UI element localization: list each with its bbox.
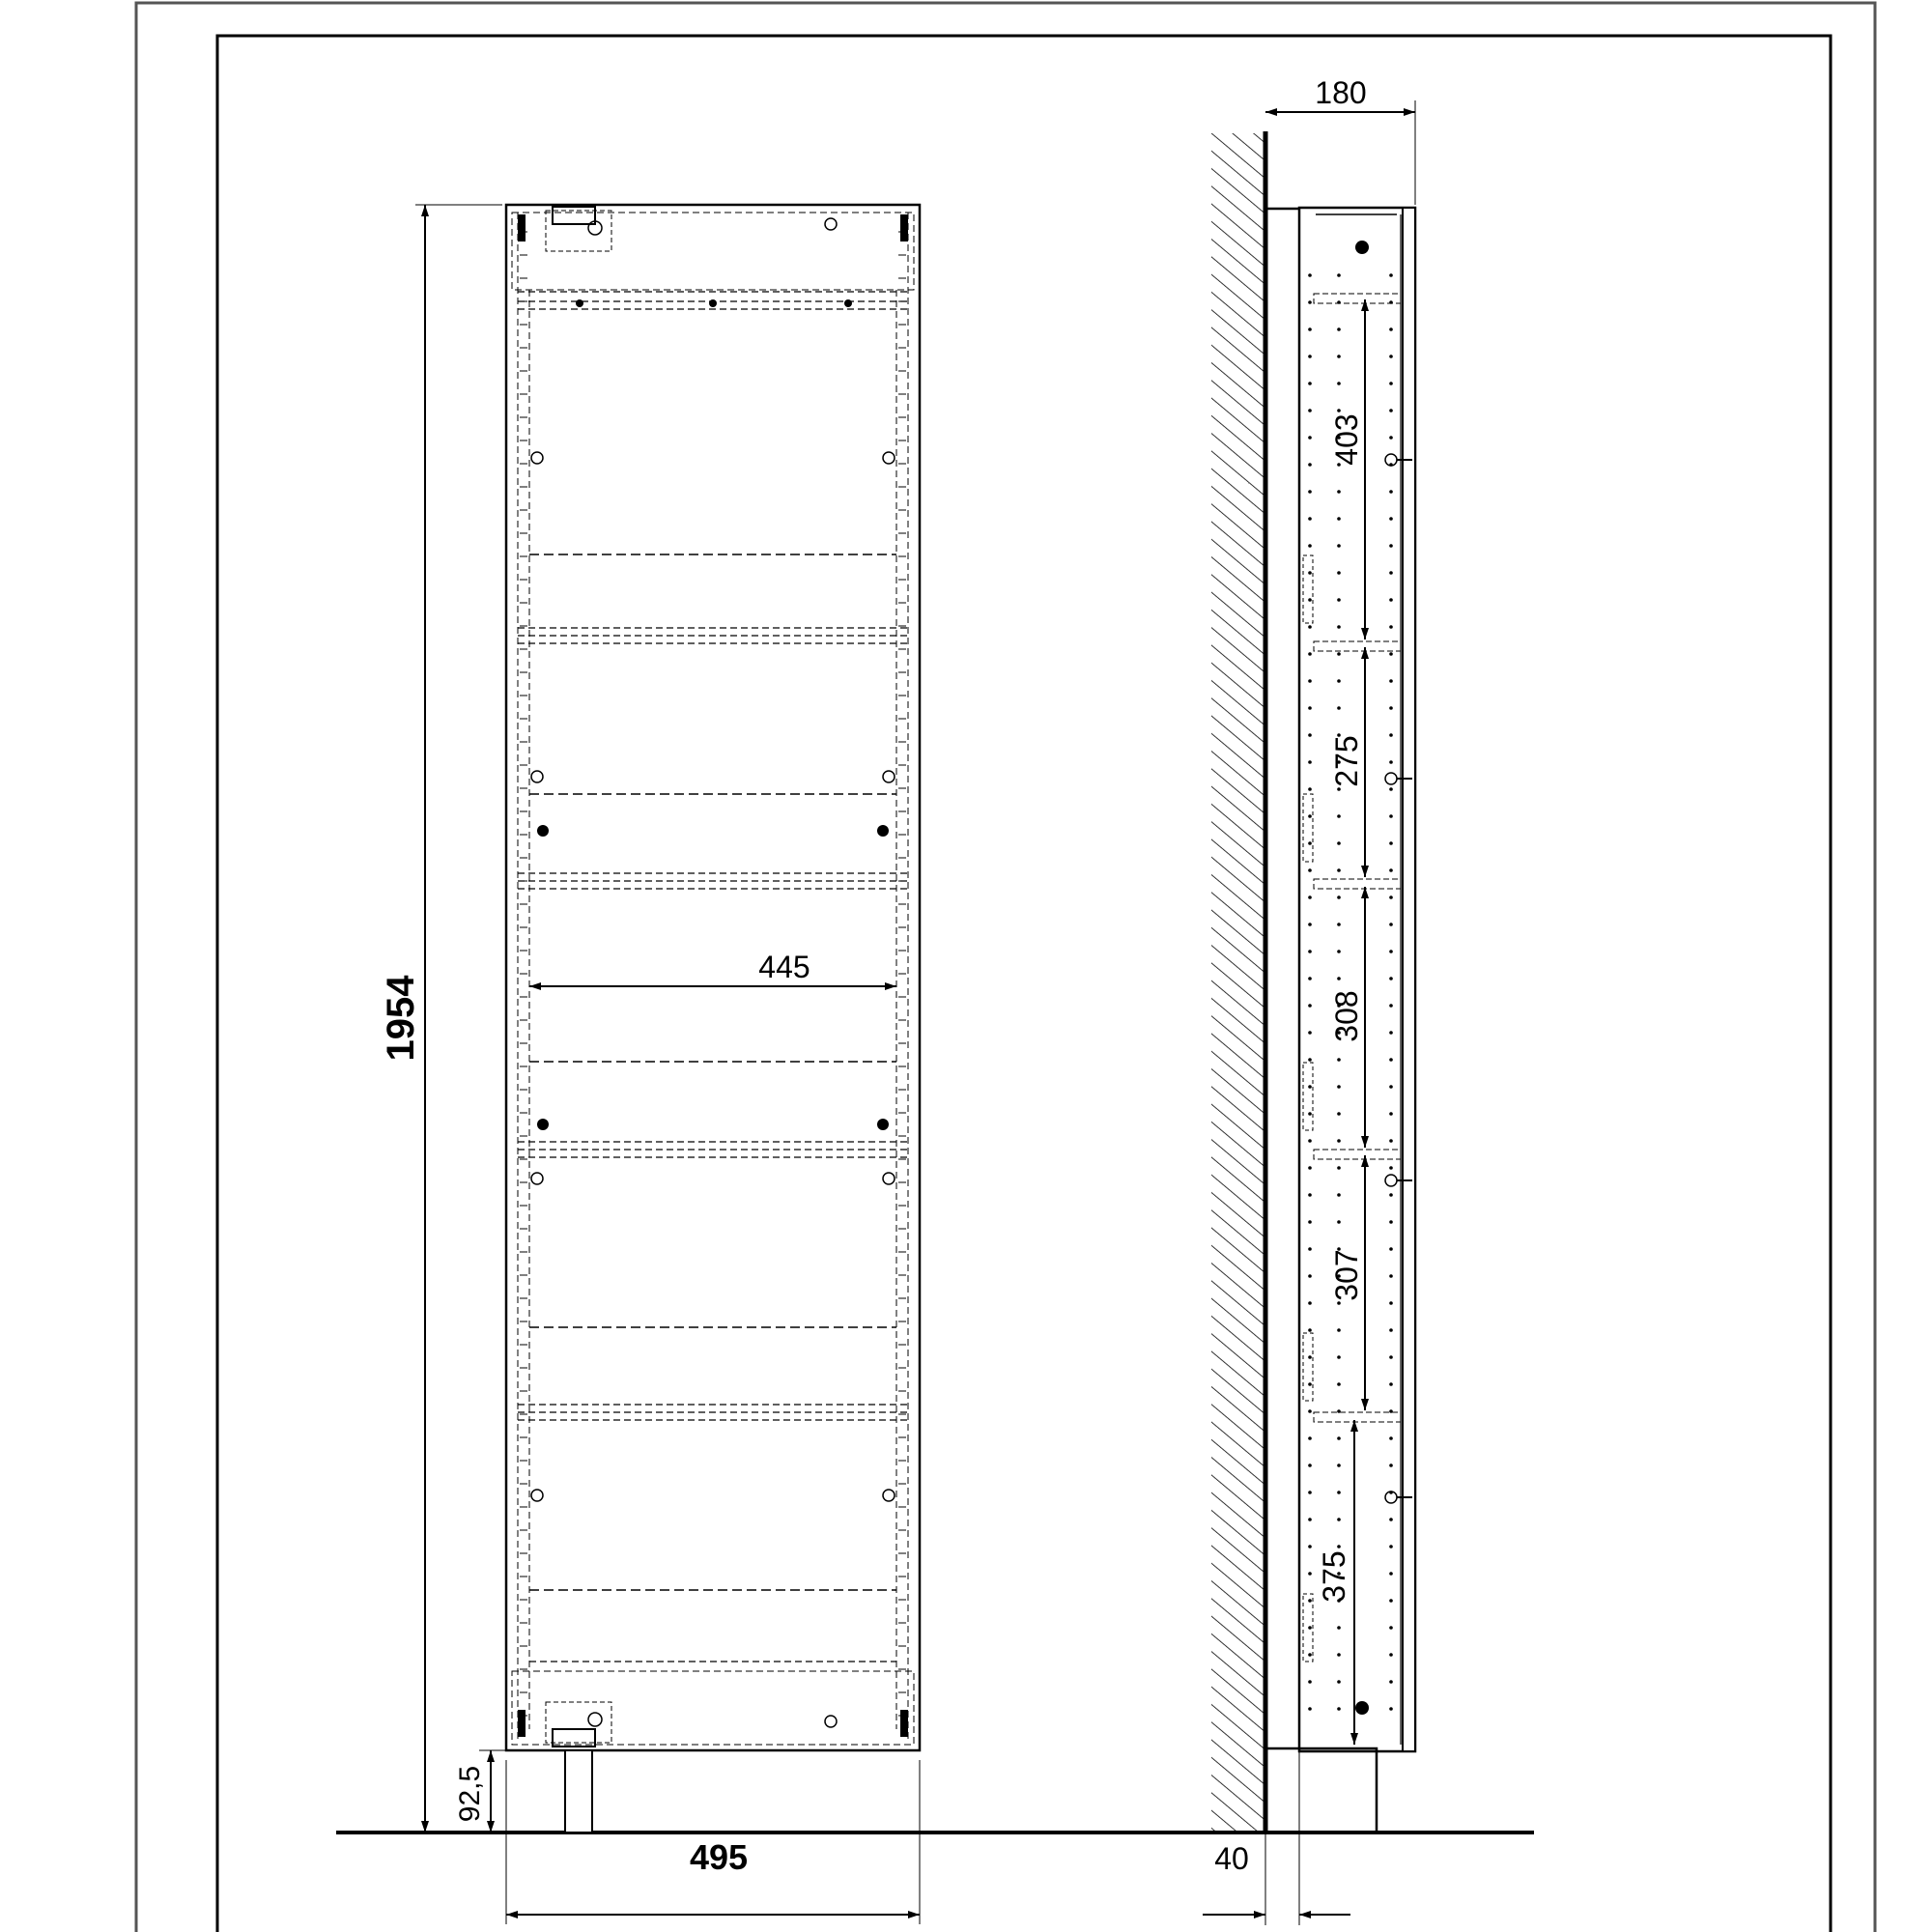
dim-shelf-5: 375: [1317, 1550, 1351, 1603]
drill-hole: [1389, 1518, 1393, 1521]
drill-hole: [1308, 950, 1312, 953]
drill-hole: [1337, 355, 1341, 358]
drill-hole: [1337, 1626, 1341, 1630]
drill-hole: [1389, 625, 1393, 629]
drill-hole: [1337, 327, 1341, 331]
drill-hole: [1308, 1031, 1312, 1035]
drill-hole: [1308, 327, 1312, 331]
drill-hole: [1308, 814, 1312, 818]
drill-hole: [1389, 517, 1393, 521]
drill-hole: [1337, 787, 1341, 791]
outer-frame: [136, 3, 1875, 1932]
drill-hole: [1337, 273, 1341, 277]
drill-hole: [1337, 1463, 1341, 1467]
drill-hole: [1308, 517, 1312, 521]
drill-hole: [1308, 625, 1312, 629]
dim-shelf-3: 308: [1329, 990, 1364, 1042]
drill-hole: [1389, 814, 1393, 818]
corner-hinge: [518, 1710, 526, 1737]
drill-hole: [1308, 868, 1312, 872]
drill-hole: [1337, 1220, 1341, 1224]
drill-hole: [1389, 1463, 1393, 1467]
drill-hole: [1308, 1220, 1312, 1224]
drill-hole: [1389, 1112, 1393, 1116]
drill-hole: [1389, 1545, 1393, 1548]
drill-hole: [1308, 1166, 1312, 1170]
drill-hole: [1389, 598, 1393, 602]
drill-hole: [1389, 841, 1393, 845]
shelf-pin: [537, 825, 549, 837]
drill-hole: [1308, 1491, 1312, 1494]
drill-hole: [1337, 977, 1341, 980]
drill-hole: [1389, 923, 1393, 926]
corner-hinge: [518, 214, 526, 242]
drill-hole: [1389, 733, 1393, 737]
drill-hole: [1308, 1409, 1312, 1413]
drill-hole: [1337, 652, 1341, 656]
drill-hole: [1337, 300, 1341, 304]
drill-hole: [1337, 1707, 1341, 1711]
dim-wall-gap: 40: [1214, 1841, 1249, 1876]
drill-hole: [1337, 923, 1341, 926]
drill-hole: [1308, 382, 1312, 385]
drill-hole: [1389, 490, 1393, 494]
drill-hole: [1337, 1545, 1341, 1548]
drill-hole: [1308, 977, 1312, 980]
dim-shelf-1: 403: [1329, 413, 1364, 466]
drill-hole: [1308, 1707, 1312, 1711]
drill-hole: [1337, 544, 1341, 548]
drill-hole: [1308, 571, 1312, 575]
drill-hole: [1337, 517, 1341, 521]
drill-hole: [1308, 923, 1312, 926]
drill-hole: [1337, 1518, 1341, 1521]
drill-hole: [1389, 1004, 1393, 1008]
drill-hole: [1308, 300, 1312, 304]
drill-hole: [1389, 1328, 1393, 1332]
cabinet-body: [506, 205, 920, 1750]
drill-hole: [1337, 382, 1341, 385]
drill-hole: [1389, 1247, 1393, 1251]
shelf-pin: [877, 825, 889, 837]
drill-hole: [1337, 1355, 1341, 1359]
drill-hole: [1337, 571, 1341, 575]
drill-hole: [1389, 1409, 1393, 1413]
drill-hole: [1308, 841, 1312, 845]
drill-hole: [1389, 355, 1393, 358]
drill-hole: [1308, 1301, 1312, 1305]
corner-hinge: [900, 214, 908, 242]
drill-hole: [1389, 1707, 1393, 1711]
drill-hole: [1308, 1572, 1312, 1576]
drill-hole: [1389, 327, 1393, 331]
drill-hole: [1389, 1058, 1393, 1062]
drill-hole: [1308, 544, 1312, 548]
drill-hole: [1389, 1436, 1393, 1440]
top-screw: [576, 299, 583, 307]
drawing-border: [217, 36, 1831, 1932]
drill-hole: [1389, 868, 1393, 872]
drill-hole: [1337, 598, 1341, 602]
door-panel: [1403, 208, 1415, 1751]
side-view: [1211, 131, 1415, 1833]
shelf-pin: [537, 1119, 549, 1130]
drill-hole: [1308, 1680, 1312, 1684]
drill-hole: [1389, 895, 1393, 899]
corner-hinge: [900, 1710, 908, 1737]
drill-hole: [1337, 1085, 1341, 1089]
drill-hole: [1308, 1274, 1312, 1278]
drill-hole: [1308, 1599, 1312, 1603]
drill-hole: [1337, 1409, 1341, 1413]
drill-hole: [1337, 1301, 1341, 1305]
drill-hole: [1308, 1058, 1312, 1062]
drill-hole: [1389, 1274, 1393, 1278]
top-screw: [709, 299, 717, 307]
drill-hole: [1308, 1139, 1312, 1143]
drill-hole: [1337, 895, 1341, 899]
drill-hole: [1308, 787, 1312, 791]
drill-hole: [1337, 1166, 1341, 1170]
dim-inner-width: 445: [758, 950, 810, 984]
drill-hole: [1389, 652, 1393, 656]
drill-hole: [1389, 1382, 1393, 1386]
drill-hole: [1337, 1382, 1341, 1386]
side-hanger: [1355, 241, 1369, 254]
drill-hole: [1337, 706, 1341, 710]
drill-hole: [1308, 760, 1312, 764]
drill-hole: [1389, 1031, 1393, 1035]
drill-hole: [1308, 1463, 1312, 1467]
drill-hole: [1389, 977, 1393, 980]
drill-hole: [1337, 841, 1341, 845]
drill-hole: [1337, 1193, 1341, 1197]
cabinet-leg: [565, 1750, 592, 1833]
drill-hole: [1337, 1112, 1341, 1116]
drill-hole: [1308, 1328, 1312, 1332]
drill-hole: [1308, 1436, 1312, 1440]
drill-hole: [1308, 490, 1312, 494]
drill-hole: [1389, 571, 1393, 575]
drill-hole: [1308, 1355, 1312, 1359]
drill-hole: [1389, 760, 1393, 764]
drill-hole: [1308, 409, 1312, 412]
drill-hole: [1337, 490, 1341, 494]
dim-shelf-2: 275: [1329, 735, 1364, 787]
drill-hole: [1337, 1328, 1341, 1332]
shelf-pin: [877, 1119, 889, 1130]
drill-hole: [1389, 1653, 1393, 1657]
drill-hole: [1308, 652, 1312, 656]
drill-hole: [1308, 706, 1312, 710]
drill-hole: [1308, 1085, 1312, 1089]
drill-hole: [1389, 1139, 1393, 1143]
drill-hole: [1308, 1112, 1312, 1116]
drill-hole: [1337, 1436, 1341, 1440]
side-leg: [1299, 1748, 1377, 1833]
top-screw: [844, 299, 852, 307]
drill-hole: [1308, 598, 1312, 602]
front-view: [506, 205, 920, 1833]
drill-hole: [1308, 1545, 1312, 1548]
drill-hole: [1389, 1166, 1393, 1170]
drill-hole: [1308, 733, 1312, 737]
drill-hole: [1308, 1004, 1312, 1008]
dim-leg-height: 92,5: [454, 1765, 486, 1823]
drill-hole: [1389, 1599, 1393, 1603]
drill-hole: [1389, 1626, 1393, 1630]
drill-hole: [1389, 1220, 1393, 1224]
drill-hole: [1337, 868, 1341, 872]
drill-hole: [1337, 625, 1341, 629]
side-hanger: [1355, 1701, 1369, 1715]
drill-hole: [1337, 1491, 1341, 1494]
drill-hole: [1389, 300, 1393, 304]
drill-hole: [1389, 273, 1393, 277]
drill-hole: [1389, 436, 1393, 440]
dim-total-height: 1954: [380, 975, 422, 1062]
dim-depth: 180: [1315, 75, 1367, 110]
drill-hole: [1389, 544, 1393, 548]
drill-hole: [1337, 1139, 1341, 1143]
drill-hole: [1337, 814, 1341, 818]
drill-hole: [1389, 1680, 1393, 1684]
drill-hole: [1308, 1247, 1312, 1251]
drill-hole: [1308, 895, 1312, 899]
drill-hole: [1337, 1680, 1341, 1684]
drill-hole: [1389, 409, 1393, 412]
drill-hole: [1389, 679, 1393, 683]
wall-hatch: [1211, 133, 1265, 1832]
drill-hole: [1337, 950, 1341, 953]
drill-hole: [1308, 679, 1312, 683]
drill-hole: [1308, 273, 1312, 277]
drill-hole: [1389, 1301, 1393, 1305]
drill-hole: [1389, 1355, 1393, 1359]
drill-hole: [1308, 1518, 1312, 1521]
dim-shelf-4: 307: [1329, 1249, 1364, 1301]
drill-hole: [1308, 463, 1312, 467]
drill-hole: [1308, 1626, 1312, 1630]
drill-hole: [1308, 436, 1312, 440]
drill-hole: [1389, 706, 1393, 710]
drill-hole: [1308, 1382, 1312, 1386]
drill-hole: [1308, 355, 1312, 358]
drill-hole: [1308, 1653, 1312, 1657]
drill-hole: [1389, 382, 1393, 385]
drill-hole: [1389, 1085, 1393, 1089]
drill-hole: [1389, 950, 1393, 953]
drill-hole: [1337, 409, 1341, 412]
drill-hole: [1308, 1193, 1312, 1197]
drill-hole: [1337, 679, 1341, 683]
drill-hole: [1389, 1193, 1393, 1197]
drill-hole: [1337, 1653, 1341, 1657]
dim-total-width: 495: [689, 1837, 749, 1877]
drill-hole: [1337, 1058, 1341, 1062]
drill-hole: [1389, 1572, 1393, 1576]
drill-hole: [1389, 787, 1393, 791]
